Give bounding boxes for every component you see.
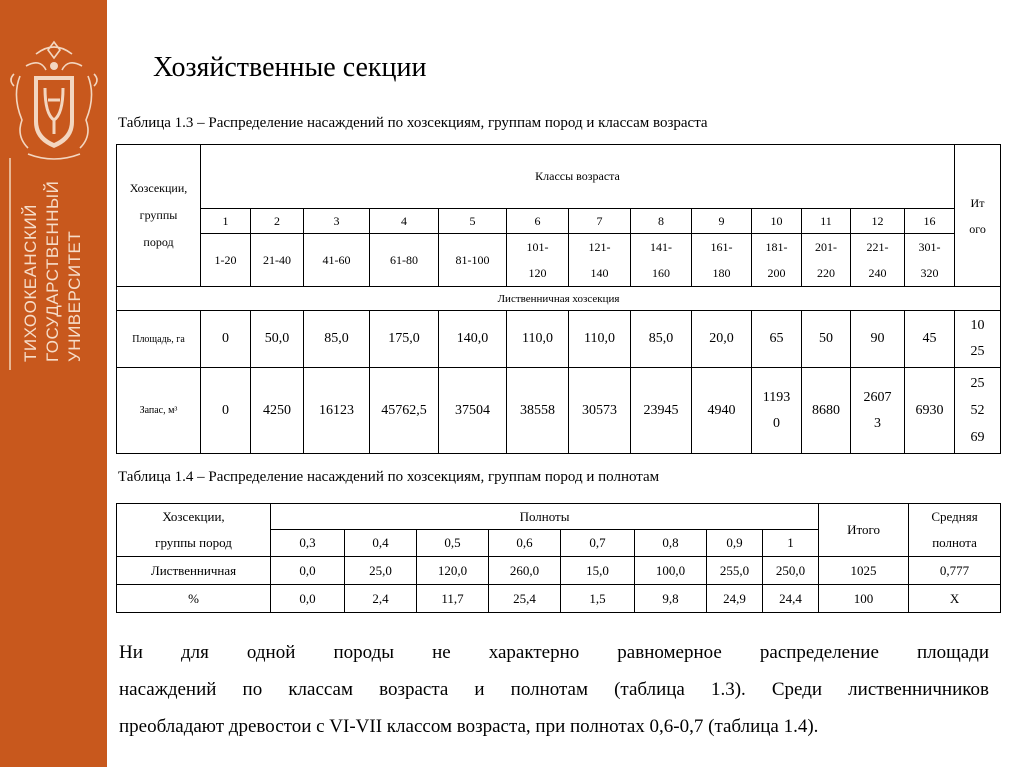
age-class-cell: 3 [304,209,370,234]
stock-value-cell [851,368,905,454]
cell-line: 3 [874,415,881,431]
value-cell: 1,5 [561,585,635,613]
table-1-3-caption: Таблица 1.3 – Распределение насаждений по хозсекциям, группам пород и классам возраста [118,115,708,131]
area-value-cell: 140,0 [439,311,507,368]
row-header-cell [117,504,271,557]
table-1-3 [116,144,1001,454]
area-value-cell: 85,0 [631,311,692,368]
paragraph-line: насаждений по классам возраста и полнотам (таблица 1.3). Среди лиственничников [119,679,989,700]
area-value-cell: 50 [802,311,851,368]
age-class-cell: 1 [201,209,251,234]
body-paragraph [119,634,989,745]
value-cell: 25,0 [345,557,417,585]
cell-line: 121- [588,240,611,254]
header-line: группы пород [155,535,232,550]
value-cell: 24,4 [763,585,819,613]
stock-value-cell [802,368,851,454]
cell-line: 38558 [520,402,555,418]
value-cell: 0,0 [271,585,345,613]
area-value-cell: 45 [905,311,955,368]
age-class-cell: 5 [439,209,507,234]
cell-line: 180 [712,266,731,280]
stock-value-cell [251,368,304,454]
age-class-cell: 2 [251,209,304,234]
age-range-cell [802,234,851,287]
area-value-cell: 0 [201,311,251,368]
university-name-line: УНИВЕРСИТЕТ [65,230,84,362]
sidebar [0,0,107,767]
cell-line: 45762,5 [381,402,427,418]
header-line: Хозсекции, [129,181,188,195]
cell-line: 10 [970,318,985,333]
cell-line: 37504 [455,402,490,418]
area-value-cell: 20,0 [692,311,752,368]
row-header-cell [117,145,201,287]
cell-line: 120 [528,266,547,280]
value-cell: 11,7 [417,585,489,613]
cell-line: 16123 [319,402,354,418]
university-name-line: ГОСУДАРСТВЕННЫЙ [43,180,62,362]
density-cell: 0,6 [489,530,561,557]
age-range-cell [905,234,955,287]
cell-line: 25 [970,344,985,359]
age-range-cell [507,234,569,287]
density-cell: 0,3 [271,530,345,557]
cell-line: 1193 [762,389,791,405]
header-line: Средняя [931,509,978,524]
value-cell: 120,0 [417,557,489,585]
paragraph-line: преобладают древостои с VI-VII классом возраста, при полнотах 0,6-0,7 (таблица 1.4). [119,716,819,737]
age-class-cell: 4 [370,209,439,234]
stock-label: Запас, м³ [117,368,201,454]
stock-value-cell [201,368,251,454]
header-line: группы [139,208,178,222]
age-range-cell [631,234,692,287]
cell-line: 220 [817,266,835,280]
cell-line: 4250 [263,402,291,418]
density-cell: 0,7 [561,530,635,557]
university-name-line: ТИХООКЕАНСКИЙ [21,204,40,362]
value-cell: 100,0 [635,557,707,585]
slide-title: Хозяйственные секции [153,52,427,83]
densities-header: Полноты [271,504,819,530]
total-header-cell [955,145,1001,287]
value-cell: 9,8 [635,585,707,613]
density-cell: 0,4 [345,530,417,557]
table-1-4-caption: Таблица 1.4 – Распределение насаждений по хозсекциям, группам пород и полнотам [118,469,660,485]
age-class-cell: 11 [802,209,851,234]
header-line: Ит [970,195,985,210]
value-cell: 250,0 [763,557,819,585]
cell-line: 181- [765,240,788,254]
cell-line: 2607 [863,389,892,405]
row-label-cell: % [117,585,271,613]
cell-line: 4940 [707,402,736,418]
value-cell: 255,0 [707,557,763,585]
cell-line: 0 [222,402,229,418]
table-1-4 [116,503,1001,613]
cell-line: 81-100 [455,253,490,267]
area-value-cell: 65 [752,311,802,368]
cell-line: 21-40 [263,253,291,267]
cell-line: 0 [773,415,780,431]
age-range-cell [304,234,370,287]
classes-header: Классы возраста [201,145,955,209]
avg-header-cell [909,504,1001,557]
university-name [20,152,86,362]
cell-line: 240 [868,266,887,280]
area-value-cell: 175,0 [370,311,439,368]
cell-line: 200 [767,266,786,280]
stock-value-cell [631,368,692,454]
cell-line: 8680 [812,402,840,418]
density-cell: 1 [763,530,819,557]
value-cell: 2,4 [345,585,417,613]
age-range-cell [251,234,304,287]
row-label-cell: Лиственничная [117,557,271,585]
area-value-cell: 110,0 [507,311,569,368]
section-label: Лиственничная хозсекция [117,287,1001,311]
age-range-cell [692,234,752,287]
sidebar-divider [9,158,11,370]
age-class-cell: 16 [905,209,955,234]
stock-value-cell [507,368,569,454]
cell-line: 140 [590,266,609,280]
cell-line: 23945 [643,402,679,418]
age-class-cell: 12 [851,209,905,234]
cell-line: 1-20 [214,253,237,267]
area-total-cell [955,311,1001,368]
stock-value-cell [692,368,752,454]
age-class-cell: 9 [692,209,752,234]
total-cell: 100 [819,585,909,613]
area-label: Площадь, га [117,311,201,368]
cell-line: 30573 [582,402,617,418]
cell-line: 221- [866,240,889,254]
avg-cell: X [909,585,1001,613]
age-range-cell [752,234,802,287]
total-cell: 1025 [819,557,909,585]
cell-line: 201- [815,240,837,254]
cell-line: 320 [920,266,939,280]
age-range-cell [439,234,507,287]
age-range-cell [201,234,251,287]
area-value-cell: 110,0 [569,311,631,368]
cell-line: 6930 [915,402,944,418]
age-class-cell: 8 [631,209,692,234]
header-line: ого [969,221,986,236]
value-cell: 25,4 [489,585,561,613]
cell-line: 141- [650,240,672,254]
cell-line: 25 [970,376,985,391]
paragraph-line: Ни для одной породы не характерно равномерное распределение площади [119,642,989,663]
total-header: Итого [819,504,909,557]
stock-value-cell [304,368,370,454]
header-line: пород [143,235,174,249]
age-range-cell [569,234,631,287]
stock-value-cell [569,368,631,454]
value-cell: 15,0 [561,557,635,585]
value-cell: 0,0 [271,557,345,585]
stock-value-cell [370,368,439,454]
stock-value-cell [905,368,955,454]
cell-line: 161- [710,240,733,254]
density-cell: 0,8 [635,530,707,557]
stock-value-cell [752,368,802,454]
cell-line: 101- [526,240,549,254]
density-cell: 0,9 [707,530,763,557]
age-range-cell [370,234,439,287]
area-value-cell: 90 [851,311,905,368]
area-value-cell: 85,0 [304,311,370,368]
density-cell: 0,5 [417,530,489,557]
age-class-cell: 6 [507,209,569,234]
cell-line: 61-80 [390,253,418,267]
area-value-cell: 50,0 [251,311,304,368]
stock-value-cell [439,368,507,454]
university-crest-icon [6,36,102,168]
age-class-cell: 7 [569,209,631,234]
cell-line: 41-60 [322,253,351,267]
age-range-cell [851,234,905,287]
header-line: полнота [932,535,977,550]
cell-line: 160 [652,266,670,280]
age-class-cell: 10 [752,209,802,234]
cell-line: 69 [970,430,985,445]
header-line: Хозсекции, [162,509,225,524]
cell-line: 301- [918,240,941,254]
stock-total-cell [955,368,1001,454]
cell-line: 52 [970,403,985,418]
value-cell: 24,9 [707,585,763,613]
value-cell: 260,0 [489,557,561,585]
avg-cell: 0,777 [909,557,1001,585]
